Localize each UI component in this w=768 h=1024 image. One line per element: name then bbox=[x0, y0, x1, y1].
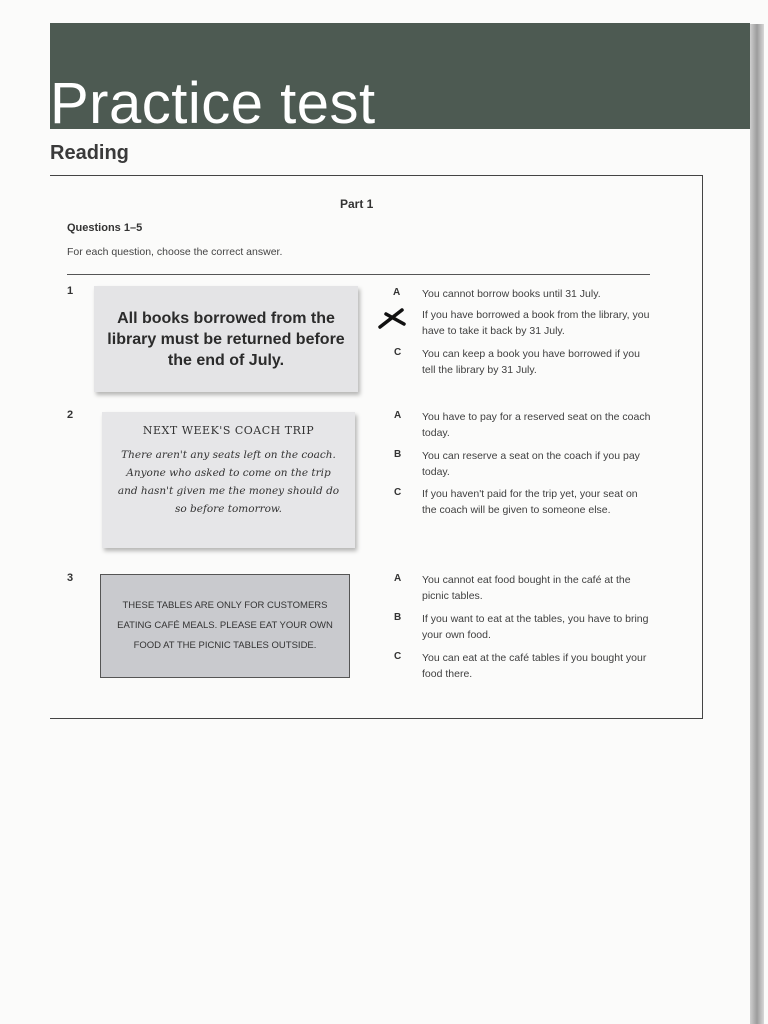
page-edge-shadow bbox=[750, 24, 764, 1024]
option-text[interactable]: If you want to eat at the tables, you have to bring your own food. bbox=[422, 613, 649, 641]
separator-line bbox=[67, 274, 650, 275]
option-letter: B bbox=[394, 612, 402, 623]
option-letter: C bbox=[394, 651, 402, 662]
header-banner bbox=[50, 23, 750, 136]
page-title: Practice test bbox=[50, 71, 376, 136]
questions-label: Questions 1–5 bbox=[67, 222, 143, 234]
option-text[interactable]: If you have borrowed a book from the library, you have to take it back by 31 July. bbox=[422, 309, 650, 337]
option-text[interactable]: You cannot borrow books until 31 July. bbox=[422, 288, 601, 300]
option-text[interactable]: You can keep a book you have borrowed if you tell the library by 31 July. bbox=[422, 348, 640, 376]
notice-text: THESE TABLES ARE ONLY FOR CUSTOMERS EATING CAFÉ MEALS. PLEASE EAT YOUR OWN FOOD AT THE PICNIC TABLES OUTSIDE. bbox=[117, 600, 333, 651]
option-text[interactable]: You can eat at the café tables if you bought your food there. bbox=[422, 652, 647, 680]
notice-cafe-tables bbox=[100, 574, 350, 678]
notice-library bbox=[94, 286, 358, 392]
part-label: Part 1 bbox=[340, 197, 374, 211]
option-text[interactable]: You can reserve a seat on the coach if you pay today. bbox=[422, 450, 640, 478]
question-number: 2 bbox=[67, 409, 74, 421]
option-text[interactable]: If you haven't paid for the trip yet, your seat on the coach will be given to someone else. bbox=[422, 488, 638, 516]
option-letter: B bbox=[394, 449, 402, 460]
notice-coach-trip bbox=[102, 412, 355, 548]
notice-text: There aren't any seats left on the coach. Anyone who asked to come on the trip and hasn't given me the money should do so before tomorrow. bbox=[117, 449, 340, 515]
option-letter: A bbox=[394, 573, 402, 584]
notice-heading: NEXT WEEK'S COACH TRIP bbox=[142, 424, 315, 437]
option-text[interactable]: You cannot eat food bought in the café at the picnic tables. bbox=[422, 574, 631, 602]
instruction-text: For each question, choose the correct answer. bbox=[67, 246, 283, 258]
notice-text: All books borrowed from the library must be returned before the end of July. bbox=[107, 309, 345, 369]
option-letter: A bbox=[394, 410, 402, 421]
handwritten-cross-mark-icon bbox=[376, 304, 408, 332]
question-number: 3 bbox=[67, 572, 74, 584]
option-letter: C bbox=[394, 487, 402, 498]
section-title: Reading bbox=[50, 142, 129, 164]
option-letter: A bbox=[393, 287, 401, 298]
question-number: 1 bbox=[67, 285, 74, 297]
option-letter: C bbox=[394, 347, 402, 358]
option-text[interactable]: You have to pay for a reserved seat on the coach today. bbox=[422, 411, 651, 439]
